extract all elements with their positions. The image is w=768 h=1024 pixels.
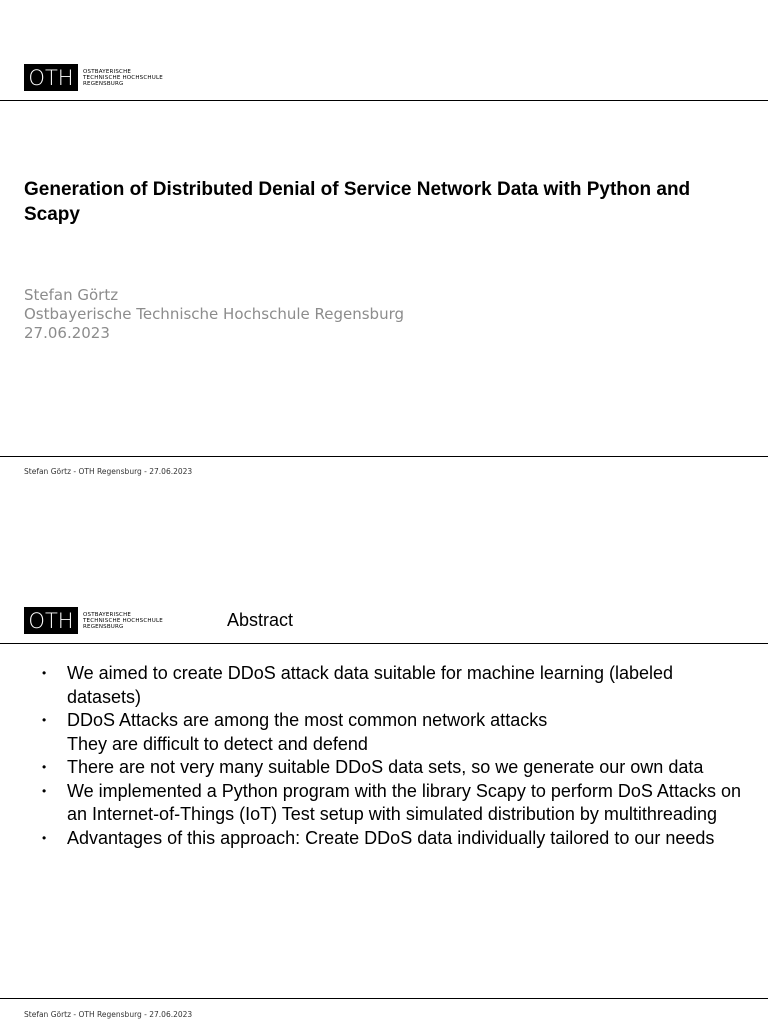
bullet-icon: • <box>42 666 47 680</box>
oth-logo <box>24 607 163 634</box>
list-item <box>24 709 744 756</box>
footer-rule <box>0 998 768 999</box>
oth-logo-text: OSTBAYERISCHE TECHNISCHE HOCHSCHULE REGENSBURG <box>83 68 163 87</box>
list-item <box>24 662 744 709</box>
header-rule <box>0 100 768 101</box>
bullet-text: Advantages of this approach: Create DDoS data individually tailored to our needs <box>67 827 715 848</box>
author-name: Stefan Görtz <box>24 286 119 304</box>
list-item <box>24 756 744 780</box>
bullet-icon: • <box>42 783 47 798</box>
list-item <box>24 780 744 827</box>
oth-logo <box>24 64 163 91</box>
bullet-text: We implemented a Python program with the library Scapy to perform DoS Attacks on an Internet-of-Things (IoT) Test setup with simulated distribution by multithreading <box>67 780 741 824</box>
bullet-icon: • <box>42 760 47 774</box>
list-item <box>24 827 744 851</box>
bullet-text: There are not very many suitable DDoS data sets, so we generate our own data <box>67 757 704 777</box>
oth-logo-mark: OTH <box>24 607 78 634</box>
oth-logo-text: OSTBAYERISCHE TECHNISCHE HOCHSCHULE REGENSBURG <box>83 611 163 630</box>
bullet-text: We aimed to create DDoS attack data suitable for machine learning (labeled datasets) <box>67 663 673 707</box>
bullet-text: They are difficult to detect and defend <box>67 733 368 754</box>
footer-rule <box>0 456 768 457</box>
presentation-date: 27.06.2023 <box>24 324 110 342</box>
bullet-icon: • <box>42 830 47 845</box>
abstract-bullet-list <box>24 662 744 850</box>
presentation-title: Generation of Distributed Denial of Service Network Data with Python and Scapy <box>24 179 691 225</box>
slide-heading: Abstract <box>227 610 294 630</box>
slide-footer: Stefan Görtz - OTH Regensburg - 27.06.2023 <box>24 467 193 476</box>
institution-name: Ostbayerische Technische Hochschule Regensburg <box>24 305 405 323</box>
bullet-text: DDoS Attacks are among the most common network attacks <box>67 710 548 730</box>
slide-footer: Stefan Görtz - OTH Regensburg - 27.06.2023 <box>24 1010 193 1019</box>
bullet-icon: • <box>42 713 47 727</box>
header-rule <box>0 643 768 644</box>
title-meta <box>24 286 404 343</box>
oth-logo-mark: OTH <box>24 64 78 91</box>
